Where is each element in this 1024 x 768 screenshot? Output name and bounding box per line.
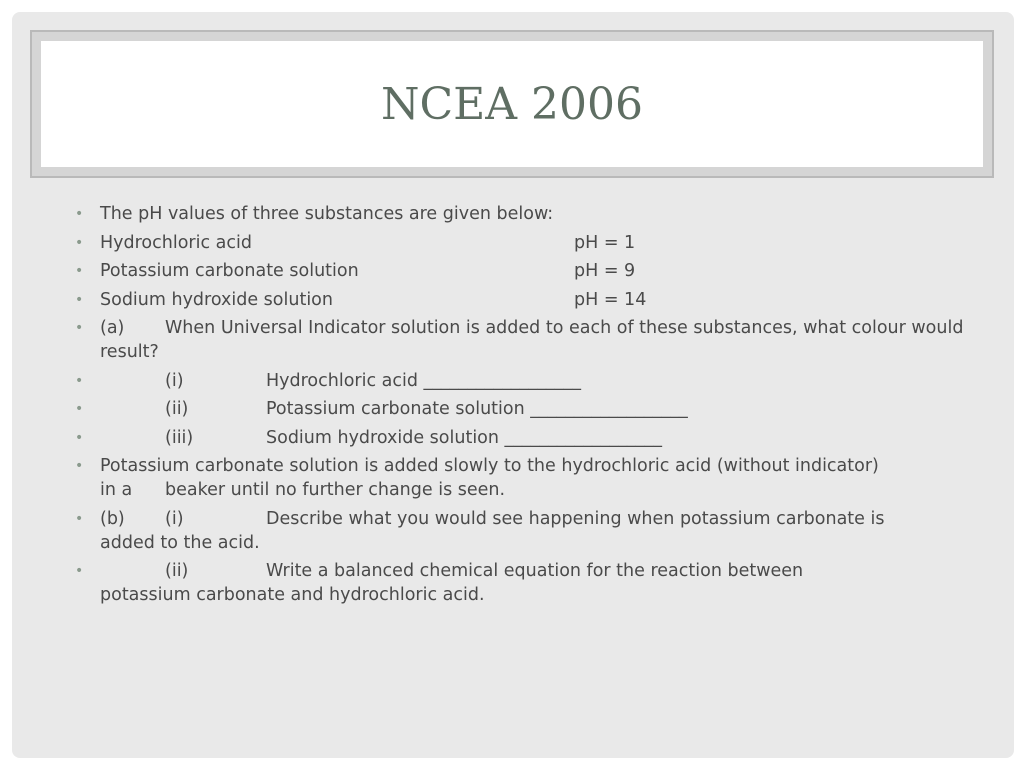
question-b-part-ii-text-1: Write a balanced chemical equation for the reaction between	[266, 561, 804, 581]
question-b-label: (b)	[100, 508, 125, 529]
substance-ph: pH = 9	[574, 261, 636, 281]
bullet-question-a-part-iii	[12, 426, 1014, 450]
slide-title: NCEA 2006	[380, 78, 644, 130]
context-line-2a: in a	[100, 480, 133, 500]
part-text: Hydrochloric acid __________________	[266, 370, 582, 391]
bullet-icon: •	[75, 563, 84, 579]
question-b-part-i-text-2: added to the acid.	[100, 532, 260, 553]
context-line-2b: beaker until no further change is seen.	[165, 480, 506, 500]
bullet-intro	[12, 202, 1014, 226]
bullet-icon: •	[75, 320, 84, 336]
substance-name: Sodium hydroxide solution	[100, 289, 333, 310]
bullet-icon: •	[75, 291, 84, 308]
question-a-label: (a)	[100, 318, 125, 338]
part-label: (i)	[165, 370, 184, 391]
title-box	[41, 41, 983, 167]
part-label: (i)	[165, 508, 184, 529]
question-a-text: When Universal Indicator solution is added to each of these substances, what colour would result?	[100, 318, 964, 362]
bullet-context	[12, 454, 1014, 502]
bullet-question-b-part-i	[12, 507, 1014, 555]
bullet-substance-potassium-carbonate	[12, 259, 1014, 283]
bullet-substance-hydrochloric	[12, 231, 1014, 255]
substance-name: Hydrochloric acid	[100, 232, 252, 253]
slide	[12, 12, 1014, 758]
bullet-question-b-part-ii	[12, 559, 1014, 607]
bullet-icon: •	[75, 458, 84, 474]
bullet-substance-sodium-hydroxide	[12, 288, 1014, 312]
part-label: (ii)	[165, 561, 189, 581]
substance-name: Potassium carbonate solution	[100, 261, 359, 281]
substance-ph: pH = 1	[574, 232, 636, 253]
bullet-icon: •	[75, 234, 84, 251]
part-text: Potassium carbonate solution __________________	[266, 399, 688, 419]
title-frame	[30, 30, 994, 178]
part-text: Sodium hydroxide solution __________________	[266, 427, 663, 448]
bullet-question-a-part-i	[12, 369, 1014, 393]
part-label: (ii)	[165, 399, 189, 419]
bullet-question-a-part-ii	[12, 397, 1014, 421]
bullet-icon: •	[75, 429, 84, 446]
bullet-list	[12, 202, 1014, 612]
question-b-part-ii-text-2: potassium carbonate and hydrochloric acid.	[100, 585, 485, 605]
question-b-part-i-text-1: Describe what you would see happening when potassium carbonate is	[266, 508, 885, 529]
bullet-icon: •	[75, 263, 84, 279]
part-label: (iii)	[165, 427, 194, 448]
substance-ph: pH = 14	[574, 289, 647, 310]
bullet-question-a	[12, 316, 1014, 364]
bullet-icon: •	[75, 401, 84, 417]
bullet-icon: •	[75, 372, 84, 389]
context-line-1: Potassium carbonate solution is added slowly to the hydrochloric acid (without indicator)	[100, 456, 879, 476]
bullet-icon: •	[75, 206, 84, 222]
bullet-icon: •	[75, 510, 84, 527]
intro-text: The pH values of three substances are given below:	[100, 204, 554, 224]
